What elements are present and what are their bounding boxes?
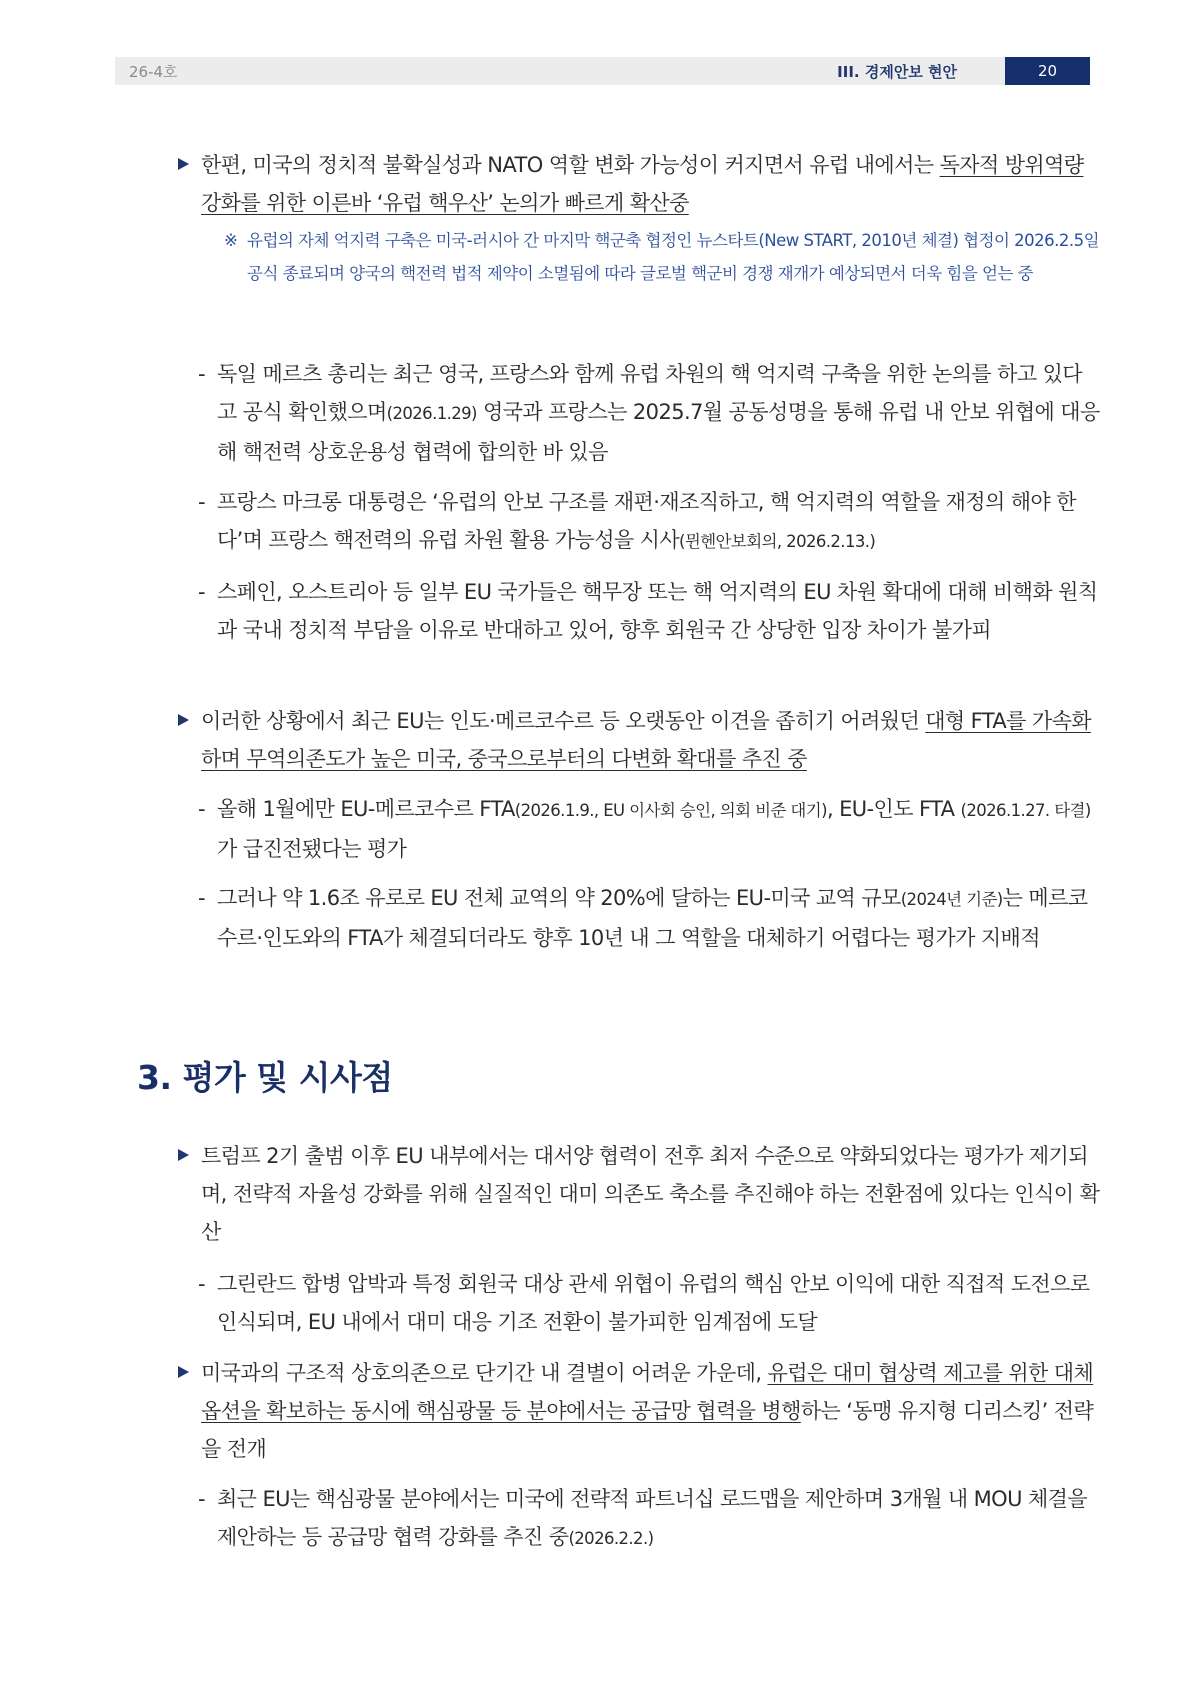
dash-marker: - [198,490,206,514]
dash-marker: - [198,1487,206,1511]
page-number: 20 [1005,57,1090,85]
bullet-transatlantic-weakening [178,1137,1100,1251]
sub-item-fta-progress [198,790,1100,868]
bullet-derisking-strategy [178,1354,1100,1468]
sub-item-greenland [198,1265,1100,1341]
sub-item-eu-us-trade [198,879,1100,957]
sub-item-text: 그린란드 합병 압박과 특정 회원국 대상 관세 위협이 유럽의 핵심 안보 이익에 대한 직접적 도전으로 인식되며, EU 내에서 대미 대응 기조 전환이 불가피한 임계점에 도달 [217,1272,1090,1334]
section-title: III. 경제안보 현안 [837,63,957,81]
dash-marker: - [198,362,206,386]
bullet-text: 트럼프 2기 출범 이후 EU 내부에서는 대서양 협력이 전후 최저 수준으로 약화되었다는 평가가 제기되며, 전략적 자율성 강화를 위해 실질적인 대미 의존도 축소를 추진해야 하는 전환점에 있다는 인식이 확산 [201,1144,1100,1244]
dash-marker: - [198,580,206,604]
sub-item-france [198,483,1100,561]
reference-mark: ※ [224,231,238,250]
sub-item-text: 독일 메르츠 총리는 최근 영국, 프랑스와 함께 유럽 차원의 핵 억지력 구축을 위한 논의를 하고 있다고 공식 확인했으며(2026.1.29) 영국과 프랑스는 2025.7월 공동성명을 통해 유럽 내 안보 위협에 대응해 핵전력 상호운용성 협력에 합의한 바 있음 [217,362,1100,464]
reference-note [225,224,1100,290]
page-header [115,57,1090,85]
dash-marker: - [198,1272,206,1296]
sub-item-text: 프랑스 마크롱 대통령은 ‘유럽의 안보 구조를 재편·재조직하고, 핵 억지력의 역할을 재정의 해야 한다’며 프랑스 핵전력의 유럽 차원 활용 가능성을 시사(뮌헨안보회의, 2026.2.13.) [217,490,1076,552]
sub-item-text: 최근 EU는 핵심광물 분야에서는 미국에 전략적 파트너십 로드맵을 제안하며 3개월 내 MOU 체결을 제안하는 등 공급망 협력 강화를 추진 중(2026.2.2.) [217,1487,1088,1549]
bullet-text: 미국과의 구조적 상호의존으로 단기간 내 결별이 어려운 가운데, 유럽은 대미 협상력 제고를 위한 대체 옵션을 확보하는 동시에 핵심광물 등 분야에서는 공급망 협력을 병행하는 ‘동맹 유지형 디리스킹’ 전략을 전개 [201,1361,1094,1461]
sub-item-text: 올해 1월에만 EU-메르코수르 FTA(2026.1.9., EU 이사회 승인, 의회 비준 대기), EU-인도 FTA (2026.1.27. 타결)가 급진전됐다는 평가 [217,797,1091,861]
section-heading: 3. 평가 및 시사점 [137,1058,393,1097]
triangle-bullet-icon [178,714,189,726]
bullet-european-nuclear-umbrella [178,146,1100,222]
bullet-eu-fta [178,702,1100,778]
underlined-emphasis: 독자적 방위역량 강화를 위한 이른바 ‘유럽 핵우산’ 논의가 빠르게 확산중 [201,153,1084,215]
underlined-emphasis: 대형 FTA를 가속화하며 무역의존도가 높은 미국, 중국으로부터의 다변화 확대를 추진 중 [201,709,1091,771]
bullet-text: 이러한 상황에서 최근 EU는 인도·메르코수르 등 오랫동안 이견을 좁히기 어려웠던 대형 FTA를 가속화하며 무역의존도가 높은 미국, 중국으로부터의 다변화 확대를 추진 중 [201,709,1091,771]
sub-item-germany [198,355,1100,471]
issue-number: 26-4호 [129,63,178,81]
bullet-text: 한편, 미국의 정치적 불확실성과 NATO 역할 변화 가능성이 커지면서 유럽 내에서는 독자적 방위역량 강화를 위한 이른바 ‘유럽 핵우산’ 논의가 빠르게 확산중 [201,153,1084,215]
sub-item-text: 스페인, 오스트리아 등 일부 EU 국가들은 핵무장 또는 핵 억지력의 EU 차원 확대에 대해 비핵화 원칙과 국내 정치적 부담을 이유로 반대하고 있어, 향후 회원국 간 상당한 입장 차이가 불가피 [217,580,1098,642]
triangle-bullet-icon [178,1149,189,1161]
underlined-emphasis: 유럽은 대미 협상력 제고를 위한 대체 옵션을 확보하는 동시에 핵심광물 등 분야에서는 공급망 협력을 병행 [201,1361,1094,1423]
sub-item-critical-minerals [198,1480,1100,1558]
dash-marker: - [198,886,206,910]
sub-item-spain-austria [198,573,1100,649]
triangle-bullet-icon [178,1366,189,1378]
triangle-bullet-icon [178,158,189,170]
sub-item-text: 그러나 약 1.6조 유로로 EU 전체 교역의 약 20%에 달하는 EU-미국 교역 규모(2024년 기준)는 메르코수르·인도와의 FTA가 체결되더라도 향후 10년 내 그 역할을 대체하기 어렵다는 평가가 지배적 [217,886,1088,950]
note-text: 유럽의 자체 억지력 구축은 미국-러시아 간 마지막 핵군축 협정인 뉴스타트(New START, 2010년 체결) 협정이 2026.2.5일 공식 종료되며 양국의 핵전력 법적 제약이 소멸됨에 따라 글로벌 핵군비 경쟁 재개가 예상되면서 더욱 힘을 얻는 중 [247,231,1100,283]
dash-marker: - [198,797,206,821]
